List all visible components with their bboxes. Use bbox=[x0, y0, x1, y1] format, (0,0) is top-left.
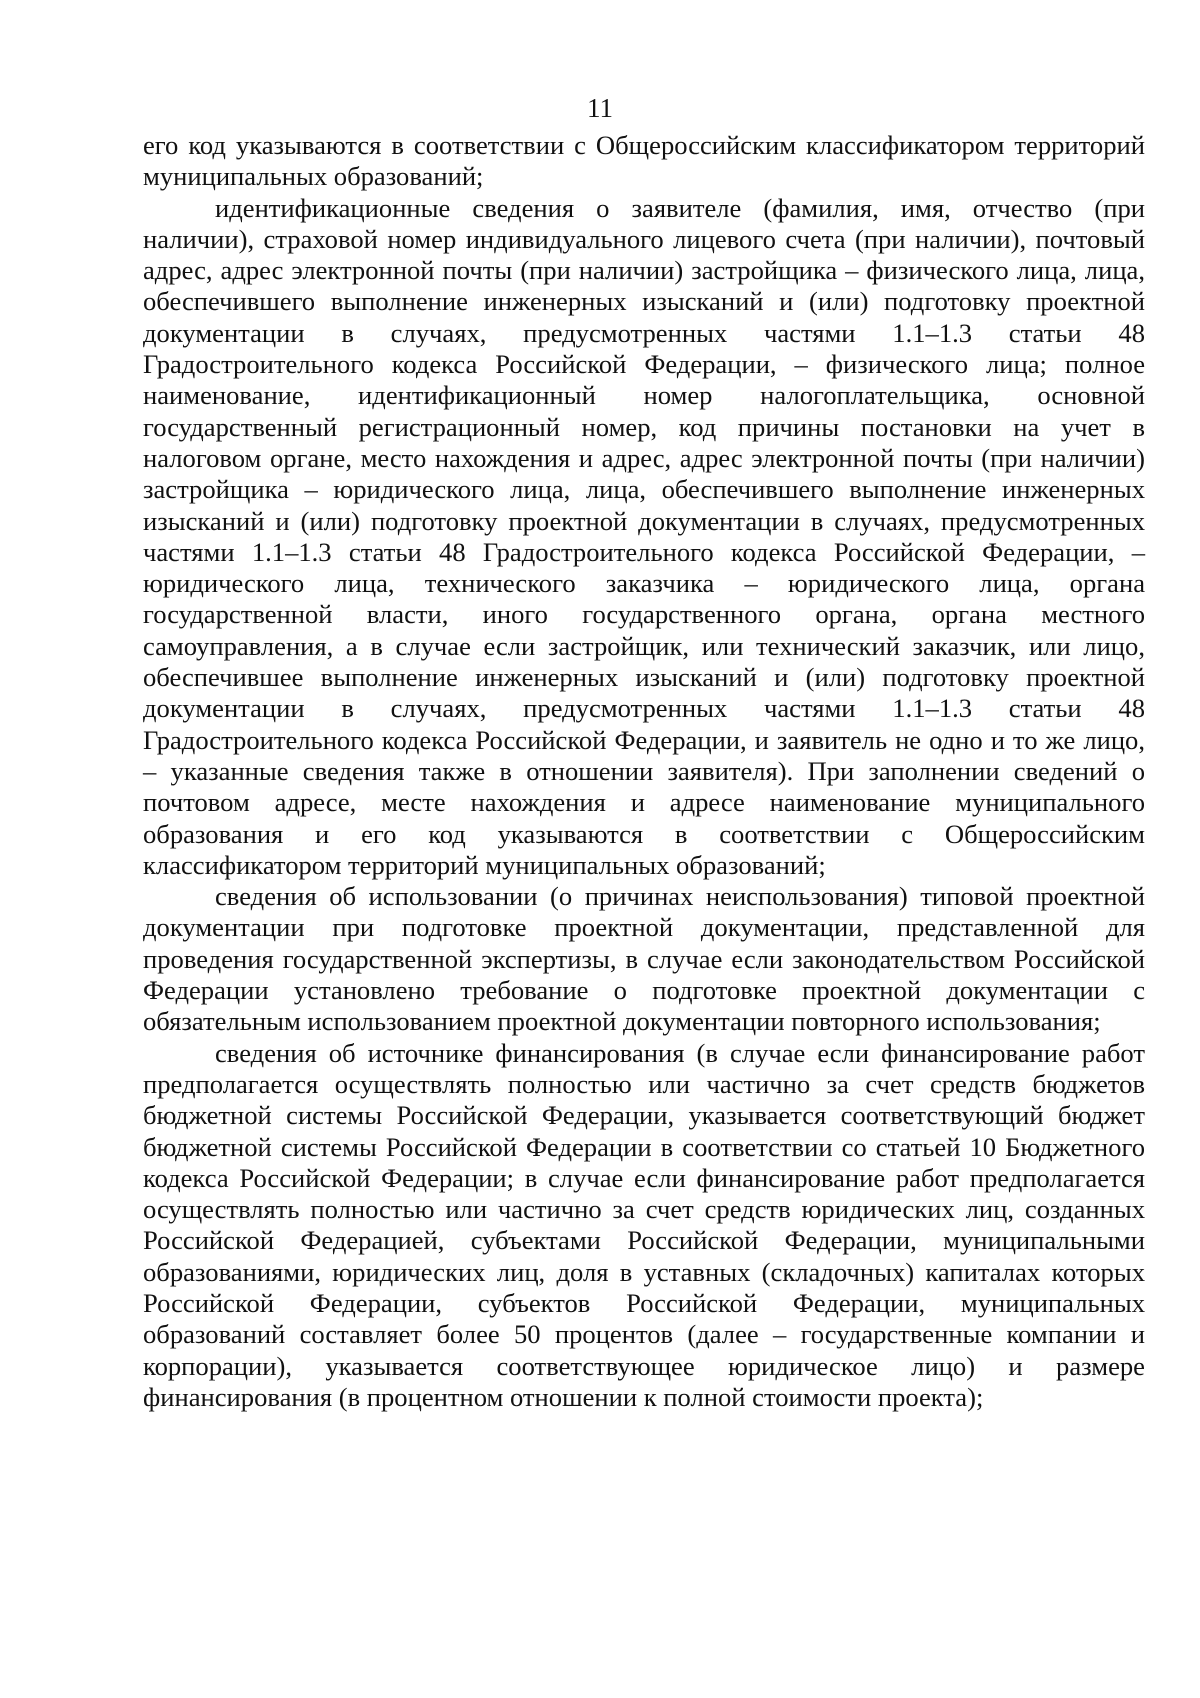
paragraph-typical-documentation: сведения об использовании (о причинах неиспользования) типовой проектной документации при подготовке проектной документации, представленной для проведения государственной экспертизы, в случае если законодательством Российской Федерации установлено требование о подготовке проектной документации с обязательным использованием проектной документации повторного использования; bbox=[143, 881, 1145, 1037]
paragraph-financing-source: сведения об источнике финансирования (в случае если финансирование работ предполагается осуществлять полностью или частично за счет средств бюджетов бюджетной системы Российской Федерации, указывается соответствующий бюджет бюджетной системы Российской Федерации в соответствии со статьей 10 Бюджетного кодекса Российской Федерации; в случае если финансирование работ предполагается осуществлять полностью или частично за счет средств юридических лиц, созданных Российской Федерацией, субъектами Российской Федерации, муниципальными образованиями, юридических лиц, доля в уставных (складочных) капиталах которых Российской Федерации, субъектов Российской Федерации, муниципальных образований составляет более 50 процентов (далее – государственные компании и корпорации), указывается соответствующее юридическое лицо) и размере финансирования (в процентном отношении к полной стоимости проекта); bbox=[143, 1037, 1145, 1412]
page-number: 11 bbox=[587, 93, 613, 123]
document-body bbox=[143, 130, 1145, 1413]
paragraph-continuation: его код указываются в соответствии с Общероссийским классификатором территорий муниципальных образований; bbox=[143, 130, 1145, 192]
paragraph-applicant-identification: идентификационные сведения о заявителе (фамилия, имя, отчество (при наличии), страховой номер индивидуального лицевого счета (при наличии), почтовый адрес, адрес электронной почты (при наличии) застройщика – физического лица, лица, обеспечившего выполнение инженерных изысканий и (или) подготовку проектной документации в случаях, предусмотренных частями 1.1–1.3 статьи 48 Градостроительного кодекса Российской Федерации, – физического лица; полное наименование, идентификационный номер налогоплательщика, основной государственный регистрационный номер, код причины постановки на учет в налоговом органе, место нахождения и адрес, адрес электронной почты (при наличии) застройщика – юридического лица, лица, обеспечившего выполнение инженерных изысканий и (или) подготовку проектной документации в случаях, предусмотренных частями 1.1–1.3 статьи 48 Градостроительного кодекса Российской Федерации, – юридического лица, технического заказчика – юридического лица, органа государственной власти, иного государственного органа, органа местного самоуправления, а в случае если застройщик, или технический заказчик, или лицо, обеспечившее выполнение инженерных изысканий и (или) подготовку проектной документации в случаях, предусмотренных частями 1.1–1.3 статьи 48 Градостроительного кодекса Российской Федерации, и заявитель не одно и то же лицо, – указанные сведения также в отношении заявителя). При заполнении сведений о почтовом адресе, месте нахождения и адресе наименование муниципального образования и его код указываются в соответствии с Общероссийским классификатором территорий муниципальных образований; bbox=[143, 192, 1145, 880]
